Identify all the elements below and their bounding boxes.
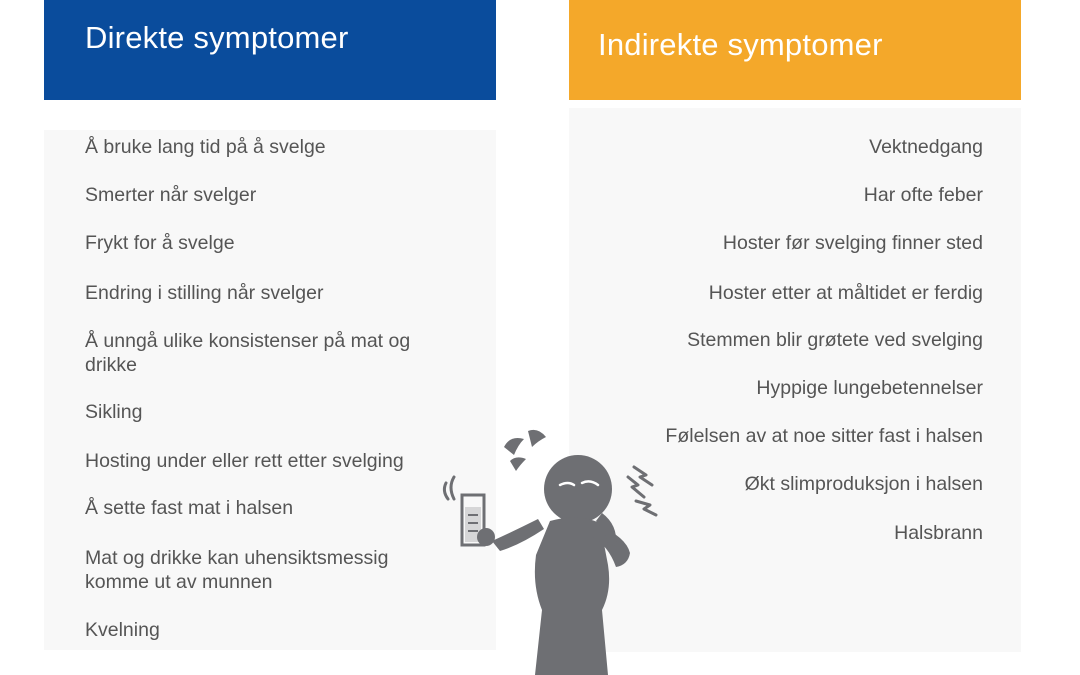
list-item: drikke [85,354,138,376]
list-item: Hosting under eller rett etter svelging [85,450,404,472]
list-item: Hyppige lungebetennelser [756,377,983,399]
indirect-symptoms-header [569,0,1021,100]
list-item: Har ofte feber [863,184,983,206]
list-item: Halsbrann [894,522,983,544]
list-item: Å sette fast mat i halsen [85,497,294,519]
direct-symptoms-title: Direkte symptomer [85,20,349,55]
list-item: Sikling [85,401,143,423]
list-item: Stemmen blir grøtete ved svelging [687,329,983,351]
list-item: Vektnedgang [869,136,983,158]
list-item: Mat og drikke kan uhensiktsmessig [85,547,389,569]
list-item: Følelsen av at noe sitter fast i halsen [665,425,983,447]
list-item: Hoster før svelging finner sted [722,232,983,254]
list-item: Kvelning [85,619,160,641]
indirect-symptoms-title: Indirekte symptomer [598,27,883,62]
coughing-person-with-glass-icon [440,425,670,675]
list-item: Frykt for å svelge [85,232,235,254]
direct-symptoms-header [44,0,496,100]
list-item: komme ut av munnen [85,571,273,593]
list-item: Å bruke lang tid på å svelge [85,136,326,158]
list-item: Økt slimproduksjon i halsen [744,473,983,495]
list-item: Å unngå ulike konsistenser på mat og [85,330,411,352]
list-item: Hoster etter at måltidet er ferdig [708,282,983,304]
list-item: Smerter når svelger [85,184,257,206]
direct-symptoms-list [44,130,496,650]
list-item: Endring i stilling når svelger [85,282,324,304]
